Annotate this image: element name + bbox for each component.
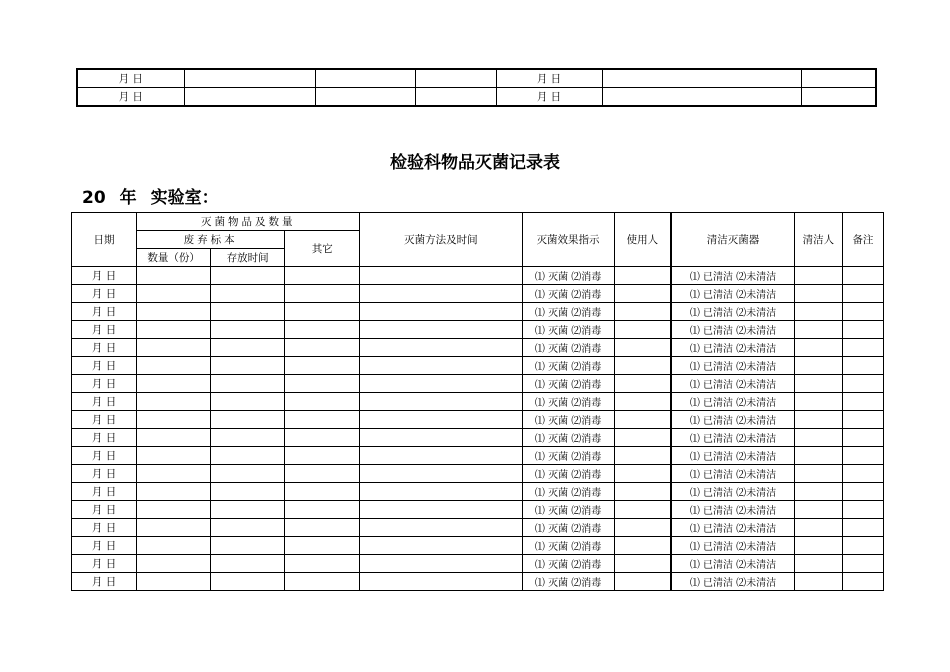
header-user: 使用人 bbox=[614, 213, 671, 267]
table-row bbox=[72, 555, 884, 573]
qty-cell[interactable] bbox=[137, 447, 211, 465]
blank-cell[interactable] bbox=[415, 69, 496, 88]
qty-cell[interactable] bbox=[137, 519, 211, 537]
cleaner-cell[interactable] bbox=[794, 555, 842, 573]
table-row bbox=[72, 537, 884, 555]
date-cell: 月 日 bbox=[72, 321, 137, 339]
cleaner-cell[interactable] bbox=[794, 411, 842, 429]
header-qty: 数量（份） bbox=[137, 249, 211, 267]
table-row bbox=[72, 519, 884, 537]
qty-cell[interactable] bbox=[137, 573, 211, 591]
table-row bbox=[72, 429, 884, 447]
storage-time-cell[interactable] bbox=[211, 537, 285, 555]
remark-cell[interactable] bbox=[842, 555, 883, 573]
effect-cell: ⑴ 灭菌 ⑵消毒 bbox=[522, 501, 614, 519]
remark-cell[interactable] bbox=[842, 267, 883, 285]
qty-cell[interactable] bbox=[137, 393, 211, 411]
storage-time-cell[interactable] bbox=[211, 303, 285, 321]
remark-cell[interactable] bbox=[842, 285, 883, 303]
qty-cell[interactable] bbox=[137, 537, 211, 555]
other-cell[interactable] bbox=[285, 267, 360, 285]
table-row bbox=[72, 357, 884, 375]
cleaner-cell[interactable] bbox=[794, 519, 842, 537]
date-cell: 月 日 bbox=[72, 357, 137, 375]
qty-cell[interactable] bbox=[137, 411, 211, 429]
user-cell[interactable] bbox=[614, 573, 671, 591]
clean-sterilizer-cell: ⑴ 已清洁 ⑵未清洁 bbox=[671, 303, 794, 321]
cleaner-cell[interactable] bbox=[794, 447, 842, 465]
date-cell-right: 月 日 bbox=[496, 69, 602, 88]
other-cell[interactable] bbox=[285, 375, 360, 393]
qty-cell[interactable] bbox=[137, 555, 211, 573]
method-time-cell[interactable] bbox=[360, 393, 522, 411]
storage-time-cell[interactable] bbox=[211, 375, 285, 393]
table-row bbox=[72, 267, 884, 285]
remark-cell[interactable] bbox=[842, 375, 883, 393]
effect-cell: ⑴ 灭菌 ⑵消毒 bbox=[522, 573, 614, 591]
clean-sterilizer-cell: ⑴ 已清洁 ⑵未清洁 bbox=[671, 411, 794, 429]
remark-cell[interactable] bbox=[842, 357, 883, 375]
user-cell[interactable] bbox=[614, 555, 671, 573]
user-cell[interactable] bbox=[614, 267, 671, 285]
qty-cell[interactable] bbox=[137, 303, 211, 321]
effect-cell: ⑴ 灭菌 ⑵消毒 bbox=[522, 429, 614, 447]
date-cell: 月 日 bbox=[72, 483, 137, 501]
year-suffix: 年 bbox=[119, 188, 137, 208]
header-items-qty: 灭菌物品及数量 bbox=[137, 213, 360, 231]
effect-cell: ⑴ 灭菌 ⑵消毒 bbox=[522, 465, 614, 483]
storage-time-cell[interactable] bbox=[211, 357, 285, 375]
cleaner-cell[interactable] bbox=[794, 321, 842, 339]
storage-time-cell[interactable] bbox=[211, 285, 285, 303]
remark-cell[interactable] bbox=[842, 501, 883, 519]
date-cell: 月 日 bbox=[72, 501, 137, 519]
cleaner-cell[interactable] bbox=[794, 537, 842, 555]
other-cell[interactable] bbox=[285, 357, 360, 375]
method-time-cell[interactable] bbox=[360, 555, 522, 573]
remark-cell[interactable] bbox=[842, 393, 883, 411]
clean-sterilizer-cell: ⑴ 已清洁 ⑵未清洁 bbox=[671, 393, 794, 411]
user-cell[interactable] bbox=[614, 429, 671, 447]
user-cell[interactable] bbox=[614, 375, 671, 393]
table-row bbox=[72, 573, 884, 591]
date-cell: 月 日 bbox=[72, 303, 137, 321]
user-cell[interactable] bbox=[614, 321, 671, 339]
effect-cell: ⑴ 灭菌 ⑵消毒 bbox=[522, 303, 614, 321]
effect-cell: ⑴ 灭菌 ⑵消毒 bbox=[522, 393, 614, 411]
storage-time-cell[interactable] bbox=[211, 339, 285, 357]
blank-cell[interactable] bbox=[315, 88, 415, 107]
year-value: 20 bbox=[82, 188, 106, 208]
clean-sterilizer-cell: ⑴ 已清洁 ⑵未清洁 bbox=[671, 375, 794, 393]
cleaner-cell[interactable] bbox=[794, 429, 842, 447]
user-cell[interactable] bbox=[614, 285, 671, 303]
blank-cell[interactable] bbox=[801, 88, 876, 107]
method-time-cell[interactable] bbox=[360, 267, 522, 285]
other-cell[interactable] bbox=[285, 483, 360, 501]
cleaner-cell[interactable] bbox=[794, 303, 842, 321]
clean-sterilizer-cell: ⑴ 已清洁 ⑵未清洁 bbox=[671, 501, 794, 519]
cleaner-cell[interactable] bbox=[794, 285, 842, 303]
header-waste-sample: 废弃标本 bbox=[137, 231, 285, 249]
user-cell[interactable] bbox=[614, 447, 671, 465]
date-cell: 月 日 bbox=[72, 429, 137, 447]
storage-time-cell[interactable] bbox=[211, 429, 285, 447]
clean-sterilizer-cell: ⑴ 已清洁 ⑵未清洁 bbox=[671, 429, 794, 447]
date-cell-left: 月 日 bbox=[77, 69, 184, 88]
blank-cell[interactable] bbox=[801, 69, 876, 88]
other-cell[interactable] bbox=[285, 555, 360, 573]
date-cell: 月 日 bbox=[72, 411, 137, 429]
storage-time-cell[interactable] bbox=[211, 501, 285, 519]
header-cleaner: 清洁人 bbox=[794, 213, 842, 267]
previous-page-row bbox=[77, 69, 876, 88]
storage-time-cell[interactable] bbox=[211, 321, 285, 339]
effect-cell: ⑴ 灭菌 ⑵消毒 bbox=[522, 267, 614, 285]
header-other: 其它 bbox=[285, 231, 360, 267]
header-method-time: 灭菌方法及时间 bbox=[360, 213, 522, 267]
date-cell: 月 日 bbox=[72, 285, 137, 303]
lab-label: 实验室： bbox=[150, 188, 219, 208]
effect-cell: ⑴ 灭菌 ⑵消毒 bbox=[522, 321, 614, 339]
method-time-cell[interactable] bbox=[360, 465, 522, 483]
clean-sterilizer-cell: ⑴ 已清洁 ⑵未清洁 bbox=[671, 483, 794, 501]
date-cell: 月 日 bbox=[72, 267, 137, 285]
qty-cell[interactable] bbox=[137, 357, 211, 375]
qty-cell[interactable] bbox=[137, 483, 211, 501]
table-row bbox=[72, 375, 884, 393]
user-cell[interactable] bbox=[614, 303, 671, 321]
date-cell: 月 日 bbox=[72, 447, 137, 465]
date-cell-left: 月 日 bbox=[77, 88, 184, 107]
clean-sterilizer-cell: ⑴ 已清洁 ⑵未清洁 bbox=[671, 573, 794, 591]
remark-cell[interactable] bbox=[842, 321, 883, 339]
storage-time-cell[interactable] bbox=[211, 573, 285, 591]
user-cell[interactable] bbox=[614, 393, 671, 411]
date-cell: 月 日 bbox=[72, 339, 137, 357]
method-time-cell[interactable] bbox=[360, 357, 522, 375]
clean-sterilizer-cell: ⑴ 已清洁 ⑵未清洁 bbox=[671, 267, 794, 285]
other-cell[interactable] bbox=[285, 321, 360, 339]
effect-cell: ⑴ 灭菌 ⑵消毒 bbox=[522, 375, 614, 393]
qty-cell[interactable] bbox=[137, 375, 211, 393]
user-cell[interactable] bbox=[614, 465, 671, 483]
table-row bbox=[72, 447, 884, 465]
table-row bbox=[72, 321, 884, 339]
remark-cell[interactable] bbox=[842, 429, 883, 447]
other-cell[interactable] bbox=[285, 501, 360, 519]
date-cell: 月 日 bbox=[72, 519, 137, 537]
year-lab-heading bbox=[82, 183, 233, 208]
user-cell[interactable] bbox=[614, 501, 671, 519]
clean-sterilizer-cell: ⑴ 已清洁 ⑵未清洁 bbox=[671, 321, 794, 339]
remark-cell[interactable] bbox=[842, 339, 883, 357]
date-cell-right: 月 日 bbox=[496, 88, 602, 107]
header-effect: 灭菌效果指示 bbox=[522, 213, 614, 267]
effect-cell: ⑴ 灭菌 ⑵消毒 bbox=[522, 411, 614, 429]
storage-time-cell[interactable] bbox=[211, 465, 285, 483]
other-cell[interactable] bbox=[285, 537, 360, 555]
header-clean-sterilizer: 清洁灭菌器 bbox=[671, 213, 794, 267]
table-row bbox=[72, 501, 884, 519]
user-cell[interactable] bbox=[614, 339, 671, 357]
other-cell[interactable] bbox=[285, 429, 360, 447]
date-cell: 月 日 bbox=[72, 465, 137, 483]
cleaner-cell[interactable] bbox=[794, 393, 842, 411]
header-storage-time: 存放时间 bbox=[211, 249, 285, 267]
table-row bbox=[72, 465, 884, 483]
blank-cell[interactable] bbox=[602, 69, 801, 88]
blank-cell[interactable] bbox=[602, 88, 801, 107]
other-cell[interactable] bbox=[285, 303, 360, 321]
effect-cell: ⑴ 灭菌 ⑵消毒 bbox=[522, 483, 614, 501]
effect-cell: ⑴ 灭菌 ⑵消毒 bbox=[522, 555, 614, 573]
qty-cell[interactable] bbox=[137, 501, 211, 519]
date-cell: 月 日 bbox=[72, 555, 137, 573]
user-cell[interactable] bbox=[614, 483, 671, 501]
cleaner-cell[interactable] bbox=[794, 573, 842, 591]
clean-sterilizer-cell: ⑴ 已清洁 ⑵未清洁 bbox=[671, 537, 794, 555]
effect-cell: ⑴ 灭菌 ⑵消毒 bbox=[522, 285, 614, 303]
date-cell: 月 日 bbox=[72, 375, 137, 393]
other-cell[interactable] bbox=[285, 519, 360, 537]
header-remark: 备注 bbox=[842, 213, 883, 267]
date-cell: 月 日 bbox=[72, 393, 137, 411]
cleaner-cell[interactable] bbox=[794, 357, 842, 375]
method-time-cell[interactable] bbox=[360, 429, 522, 447]
method-time-cell[interactable] bbox=[360, 483, 522, 501]
remark-cell[interactable] bbox=[842, 573, 883, 591]
clean-sterilizer-cell: ⑴ 已清洁 ⑵未清洁 bbox=[671, 285, 794, 303]
user-cell[interactable] bbox=[614, 519, 671, 537]
method-time-cell[interactable] bbox=[360, 537, 522, 555]
remark-cell[interactable] bbox=[842, 447, 883, 465]
cleaner-cell[interactable] bbox=[794, 465, 842, 483]
other-cell[interactable] bbox=[285, 447, 360, 465]
method-time-cell[interactable] bbox=[360, 447, 522, 465]
blank-cell[interactable] bbox=[415, 88, 496, 107]
remark-cell[interactable] bbox=[842, 411, 883, 429]
qty-cell[interactable] bbox=[137, 339, 211, 357]
qty-cell[interactable] bbox=[137, 285, 211, 303]
qty-cell[interactable] bbox=[137, 429, 211, 447]
blank-cell[interactable] bbox=[184, 69, 315, 88]
blank-cell[interactable] bbox=[315, 69, 415, 88]
method-time-cell[interactable] bbox=[360, 285, 522, 303]
other-cell[interactable] bbox=[285, 411, 360, 429]
table-row bbox=[72, 285, 884, 303]
table-row bbox=[72, 411, 884, 429]
method-time-cell[interactable] bbox=[360, 501, 522, 519]
method-time-cell[interactable] bbox=[360, 339, 522, 357]
header-date: 日期 bbox=[72, 213, 137, 267]
storage-time-cell[interactable] bbox=[211, 411, 285, 429]
clean-sterilizer-cell: ⑴ 已清洁 ⑵未清洁 bbox=[671, 555, 794, 573]
effect-cell: ⑴ 灭菌 ⑵消毒 bbox=[522, 447, 614, 465]
storage-time-cell[interactable] bbox=[211, 447, 285, 465]
method-time-cell[interactable] bbox=[360, 573, 522, 591]
blank-cell[interactable] bbox=[184, 88, 315, 107]
other-cell[interactable] bbox=[285, 285, 360, 303]
cleaner-cell[interactable] bbox=[794, 483, 842, 501]
remark-cell[interactable] bbox=[842, 537, 883, 555]
other-cell[interactable] bbox=[285, 465, 360, 483]
cleaner-cell[interactable] bbox=[794, 267, 842, 285]
method-time-cell[interactable] bbox=[360, 519, 522, 537]
storage-time-cell[interactable] bbox=[211, 555, 285, 573]
remark-cell[interactable] bbox=[842, 465, 883, 483]
storage-time-cell[interactable] bbox=[211, 483, 285, 501]
remark-cell[interactable] bbox=[842, 303, 883, 321]
date-cell: 月 日 bbox=[72, 537, 137, 555]
method-time-cell[interactable] bbox=[360, 303, 522, 321]
effect-cell: ⑴ 灭菌 ⑵消毒 bbox=[522, 537, 614, 555]
cleaner-cell[interactable] bbox=[794, 339, 842, 357]
clean-sterilizer-cell: ⑴ 已清洁 ⑵未清洁 bbox=[671, 447, 794, 465]
qty-cell[interactable] bbox=[137, 321, 211, 339]
remark-cell[interactable] bbox=[842, 519, 883, 537]
user-cell[interactable] bbox=[614, 537, 671, 555]
table-row bbox=[72, 339, 884, 357]
previous-page-table bbox=[76, 68, 877, 107]
clean-sterilizer-cell: ⑴ 已清洁 ⑵未清洁 bbox=[671, 519, 794, 537]
qty-cell[interactable] bbox=[137, 267, 211, 285]
method-time-cell[interactable] bbox=[360, 411, 522, 429]
user-cell[interactable] bbox=[614, 357, 671, 375]
table-row bbox=[72, 393, 884, 411]
remark-cell[interactable] bbox=[842, 483, 883, 501]
method-time-cell[interactable] bbox=[360, 321, 522, 339]
sterilization-record-table bbox=[71, 212, 884, 591]
user-cell[interactable] bbox=[614, 411, 671, 429]
previous-page-row bbox=[77, 88, 876, 107]
other-cell[interactable] bbox=[285, 339, 360, 357]
effect-cell: ⑴ 灭菌 ⑵消毒 bbox=[522, 339, 614, 357]
clean-sterilizer-cell: ⑴ 已清洁 ⑵未清洁 bbox=[671, 339, 794, 357]
method-time-cell[interactable] bbox=[360, 375, 522, 393]
date-cell: 月 日 bbox=[72, 573, 137, 591]
other-cell[interactable] bbox=[285, 573, 360, 591]
cleaner-cell[interactable] bbox=[794, 501, 842, 519]
effect-cell: ⑴ 灭菌 ⑵消毒 bbox=[522, 357, 614, 375]
storage-time-cell[interactable] bbox=[211, 393, 285, 411]
storage-time-cell[interactable] bbox=[211, 267, 285, 285]
clean-sterilizer-cell: ⑴ 已清洁 ⑵未清洁 bbox=[671, 357, 794, 375]
qty-cell[interactable] bbox=[137, 465, 211, 483]
table-row bbox=[72, 303, 884, 321]
storage-time-cell[interactable] bbox=[211, 519, 285, 537]
page-title: 检验科物品灭菌记录表 bbox=[390, 153, 560, 173]
effect-cell: ⑴ 灭菌 ⑵消毒 bbox=[522, 519, 614, 537]
clean-sterilizer-cell: ⑴ 已清洁 ⑵未清洁 bbox=[671, 465, 794, 483]
table-row bbox=[72, 483, 884, 501]
other-cell[interactable] bbox=[285, 393, 360, 411]
cleaner-cell[interactable] bbox=[794, 375, 842, 393]
